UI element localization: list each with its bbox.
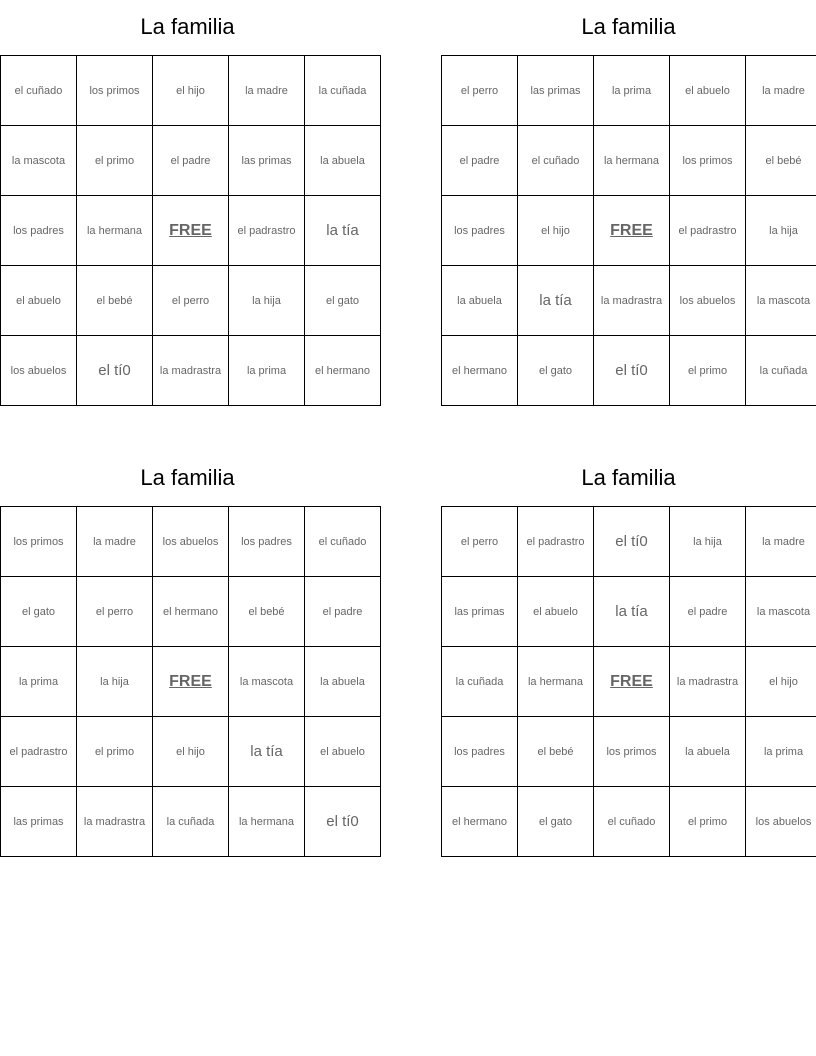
grid-row bbox=[1, 787, 381, 857]
grid-cell: la prima bbox=[594, 56, 670, 126]
grid-cell: la mascota bbox=[229, 647, 305, 717]
grid-row bbox=[1, 266, 381, 336]
grid-cell: el hijo bbox=[746, 647, 816, 717]
grid-row bbox=[442, 126, 816, 196]
bingo-grid bbox=[0, 506, 381, 857]
card-title: La familia bbox=[581, 14, 676, 39]
grid-row bbox=[442, 266, 816, 336]
free-space-cell: FREE bbox=[594, 647, 670, 717]
grid-row bbox=[442, 336, 816, 406]
grid-row bbox=[1, 56, 381, 126]
grid-cell: la prima bbox=[229, 336, 305, 406]
grid-cell: la madrastra bbox=[594, 266, 670, 336]
grid-cell: el bebé bbox=[77, 266, 153, 336]
grid-cell: los padres bbox=[442, 196, 518, 266]
bingo-grid bbox=[0, 55, 381, 406]
grid-cell: el perro bbox=[442, 507, 518, 577]
grid-cell: el primo bbox=[670, 336, 746, 406]
grid-row bbox=[442, 507, 816, 577]
grid-row bbox=[1, 126, 381, 196]
bingo-card-2 bbox=[441, 0, 816, 406]
grid-cell: el bebé bbox=[518, 717, 594, 787]
grid-cell: las primas bbox=[518, 56, 594, 126]
grid-cell: el padre bbox=[670, 577, 746, 647]
grid-row bbox=[442, 56, 816, 126]
grid-row bbox=[442, 196, 816, 266]
free-space-cell: FREE bbox=[594, 196, 670, 266]
grid-cell: la abuela bbox=[442, 266, 518, 336]
grid-cell: el padre bbox=[442, 126, 518, 196]
grid-cell: los padres bbox=[442, 717, 518, 787]
grid-cell: la abuela bbox=[670, 717, 746, 787]
grid-cell: los primos bbox=[77, 56, 153, 126]
grid-cell: el abuelo bbox=[670, 56, 746, 126]
free-space-cell: FREE bbox=[153, 196, 229, 266]
grid-cell: el hermano bbox=[153, 577, 229, 647]
grid-cell: la hija bbox=[229, 266, 305, 336]
grid-row bbox=[1, 647, 381, 717]
grid-cell: el tí0 bbox=[594, 336, 670, 406]
grid-cell: la hermana bbox=[518, 647, 594, 717]
grid-cell: la tía bbox=[229, 717, 305, 787]
grid-cell: la mascota bbox=[1, 126, 77, 196]
grid-cell: la mascota bbox=[746, 577, 816, 647]
grid-cell: el padre bbox=[305, 577, 381, 647]
grid-cell: el gato bbox=[305, 266, 381, 336]
free-space-cell: FREE bbox=[153, 647, 229, 717]
grid-cell: el hermano bbox=[442, 336, 518, 406]
grid-cell: la prima bbox=[746, 717, 816, 787]
grid-cell: la madrastra bbox=[670, 647, 746, 717]
grid-cell: los primos bbox=[670, 126, 746, 196]
grid-cell: la hija bbox=[77, 647, 153, 717]
grid-cell: el bebé bbox=[746, 126, 816, 196]
grid-cell: la hermana bbox=[594, 126, 670, 196]
grid-cell: el tí0 bbox=[594, 507, 670, 577]
grid-cell: la cuñada bbox=[442, 647, 518, 717]
grid-cell: la madre bbox=[746, 56, 816, 126]
grid-cell: el padrastro bbox=[670, 196, 746, 266]
grid-cell: los abuelos bbox=[670, 266, 746, 336]
grid-cell: el padrastro bbox=[229, 196, 305, 266]
grid-cell: el abuelo bbox=[305, 717, 381, 787]
grid-cell: el primo bbox=[77, 717, 153, 787]
grid-cell: la madre bbox=[77, 507, 153, 577]
grid-cell: el cuñado bbox=[305, 507, 381, 577]
grid-cell: el abuelo bbox=[518, 577, 594, 647]
grid-cell: la abuela bbox=[305, 647, 381, 717]
grid-cell: el gato bbox=[1, 577, 77, 647]
grid-cell: los abuelos bbox=[746, 787, 816, 857]
grid-cell: el cuñado bbox=[594, 787, 670, 857]
grid-cell: la abuela bbox=[305, 126, 381, 196]
grid-cell: la madrastra bbox=[77, 787, 153, 857]
grid-cell: el padre bbox=[153, 126, 229, 196]
grid-cell: los padres bbox=[229, 507, 305, 577]
grid-row bbox=[442, 787, 816, 857]
grid-cell: las primas bbox=[229, 126, 305, 196]
grid-cell: el bebé bbox=[229, 577, 305, 647]
grid-cell: la tía bbox=[305, 196, 381, 266]
grid-cell: los padres bbox=[1, 196, 77, 266]
grid-cell: la cuñada bbox=[746, 336, 816, 406]
grid-cell: la madrastra bbox=[153, 336, 229, 406]
bingo-card-3 bbox=[0, 451, 375, 857]
card-title: La familia bbox=[581, 465, 676, 490]
grid-cell: los primos bbox=[594, 717, 670, 787]
grid-row bbox=[1, 196, 381, 266]
grid-row bbox=[1, 717, 381, 787]
grid-cell: el padrastro bbox=[518, 507, 594, 577]
grid-cell: el gato bbox=[518, 787, 594, 857]
card-title: La familia bbox=[140, 14, 235, 39]
bingo-card-1 bbox=[0, 0, 375, 406]
grid-cell: la cuñada bbox=[153, 787, 229, 857]
bingo-card-4 bbox=[441, 451, 816, 857]
grid-cell: la prima bbox=[1, 647, 77, 717]
bingo-grid bbox=[441, 506, 816, 857]
grid-cell: el abuelo bbox=[1, 266, 77, 336]
grid-cell: el hijo bbox=[153, 56, 229, 126]
grid-cell: el hijo bbox=[518, 196, 594, 266]
grid-cell: el hermano bbox=[305, 336, 381, 406]
grid-cell: el perro bbox=[153, 266, 229, 336]
grid-cell: el gato bbox=[518, 336, 594, 406]
grid-row bbox=[442, 577, 816, 647]
grid-cell: el primo bbox=[670, 787, 746, 857]
grid-cell: el padrastro bbox=[1, 717, 77, 787]
grid-cell: el perro bbox=[77, 577, 153, 647]
card-title: La familia bbox=[140, 465, 235, 490]
grid-cell: la cuñada bbox=[305, 56, 381, 126]
grid-cell: la hija bbox=[670, 507, 746, 577]
grid-cell: los abuelos bbox=[153, 507, 229, 577]
grid-cell: el perro bbox=[442, 56, 518, 126]
grid-cell: las primas bbox=[1, 787, 77, 857]
grid-cell: la hermana bbox=[229, 787, 305, 857]
grid-cell: la tía bbox=[518, 266, 594, 336]
grid-cell: el tí0 bbox=[77, 336, 153, 406]
grid-cell: la madre bbox=[746, 507, 816, 577]
grid-cell: el primo bbox=[77, 126, 153, 196]
grid-cell: la tía bbox=[594, 577, 670, 647]
grid-row bbox=[1, 507, 381, 577]
grid-row bbox=[442, 717, 816, 787]
grid-cell: la madre bbox=[229, 56, 305, 126]
grid-cell: la mascota bbox=[746, 266, 816, 336]
bingo-grid bbox=[441, 55, 816, 406]
grid-cell: las primas bbox=[442, 577, 518, 647]
grid-cell: los primos bbox=[1, 507, 77, 577]
grid-cell: el cuñado bbox=[1, 56, 77, 126]
grid-cell: los abuelos bbox=[1, 336, 77, 406]
grid-cell: el hijo bbox=[153, 717, 229, 787]
grid-row bbox=[1, 336, 381, 406]
grid-cell: la hermana bbox=[77, 196, 153, 266]
grid-cell: el cuñado bbox=[518, 126, 594, 196]
grid-row bbox=[442, 647, 816, 717]
grid-row bbox=[1, 577, 381, 647]
grid-cell: el tí0 bbox=[305, 787, 381, 857]
grid-cell: la hija bbox=[746, 196, 816, 266]
grid-cell: el hermano bbox=[442, 787, 518, 857]
